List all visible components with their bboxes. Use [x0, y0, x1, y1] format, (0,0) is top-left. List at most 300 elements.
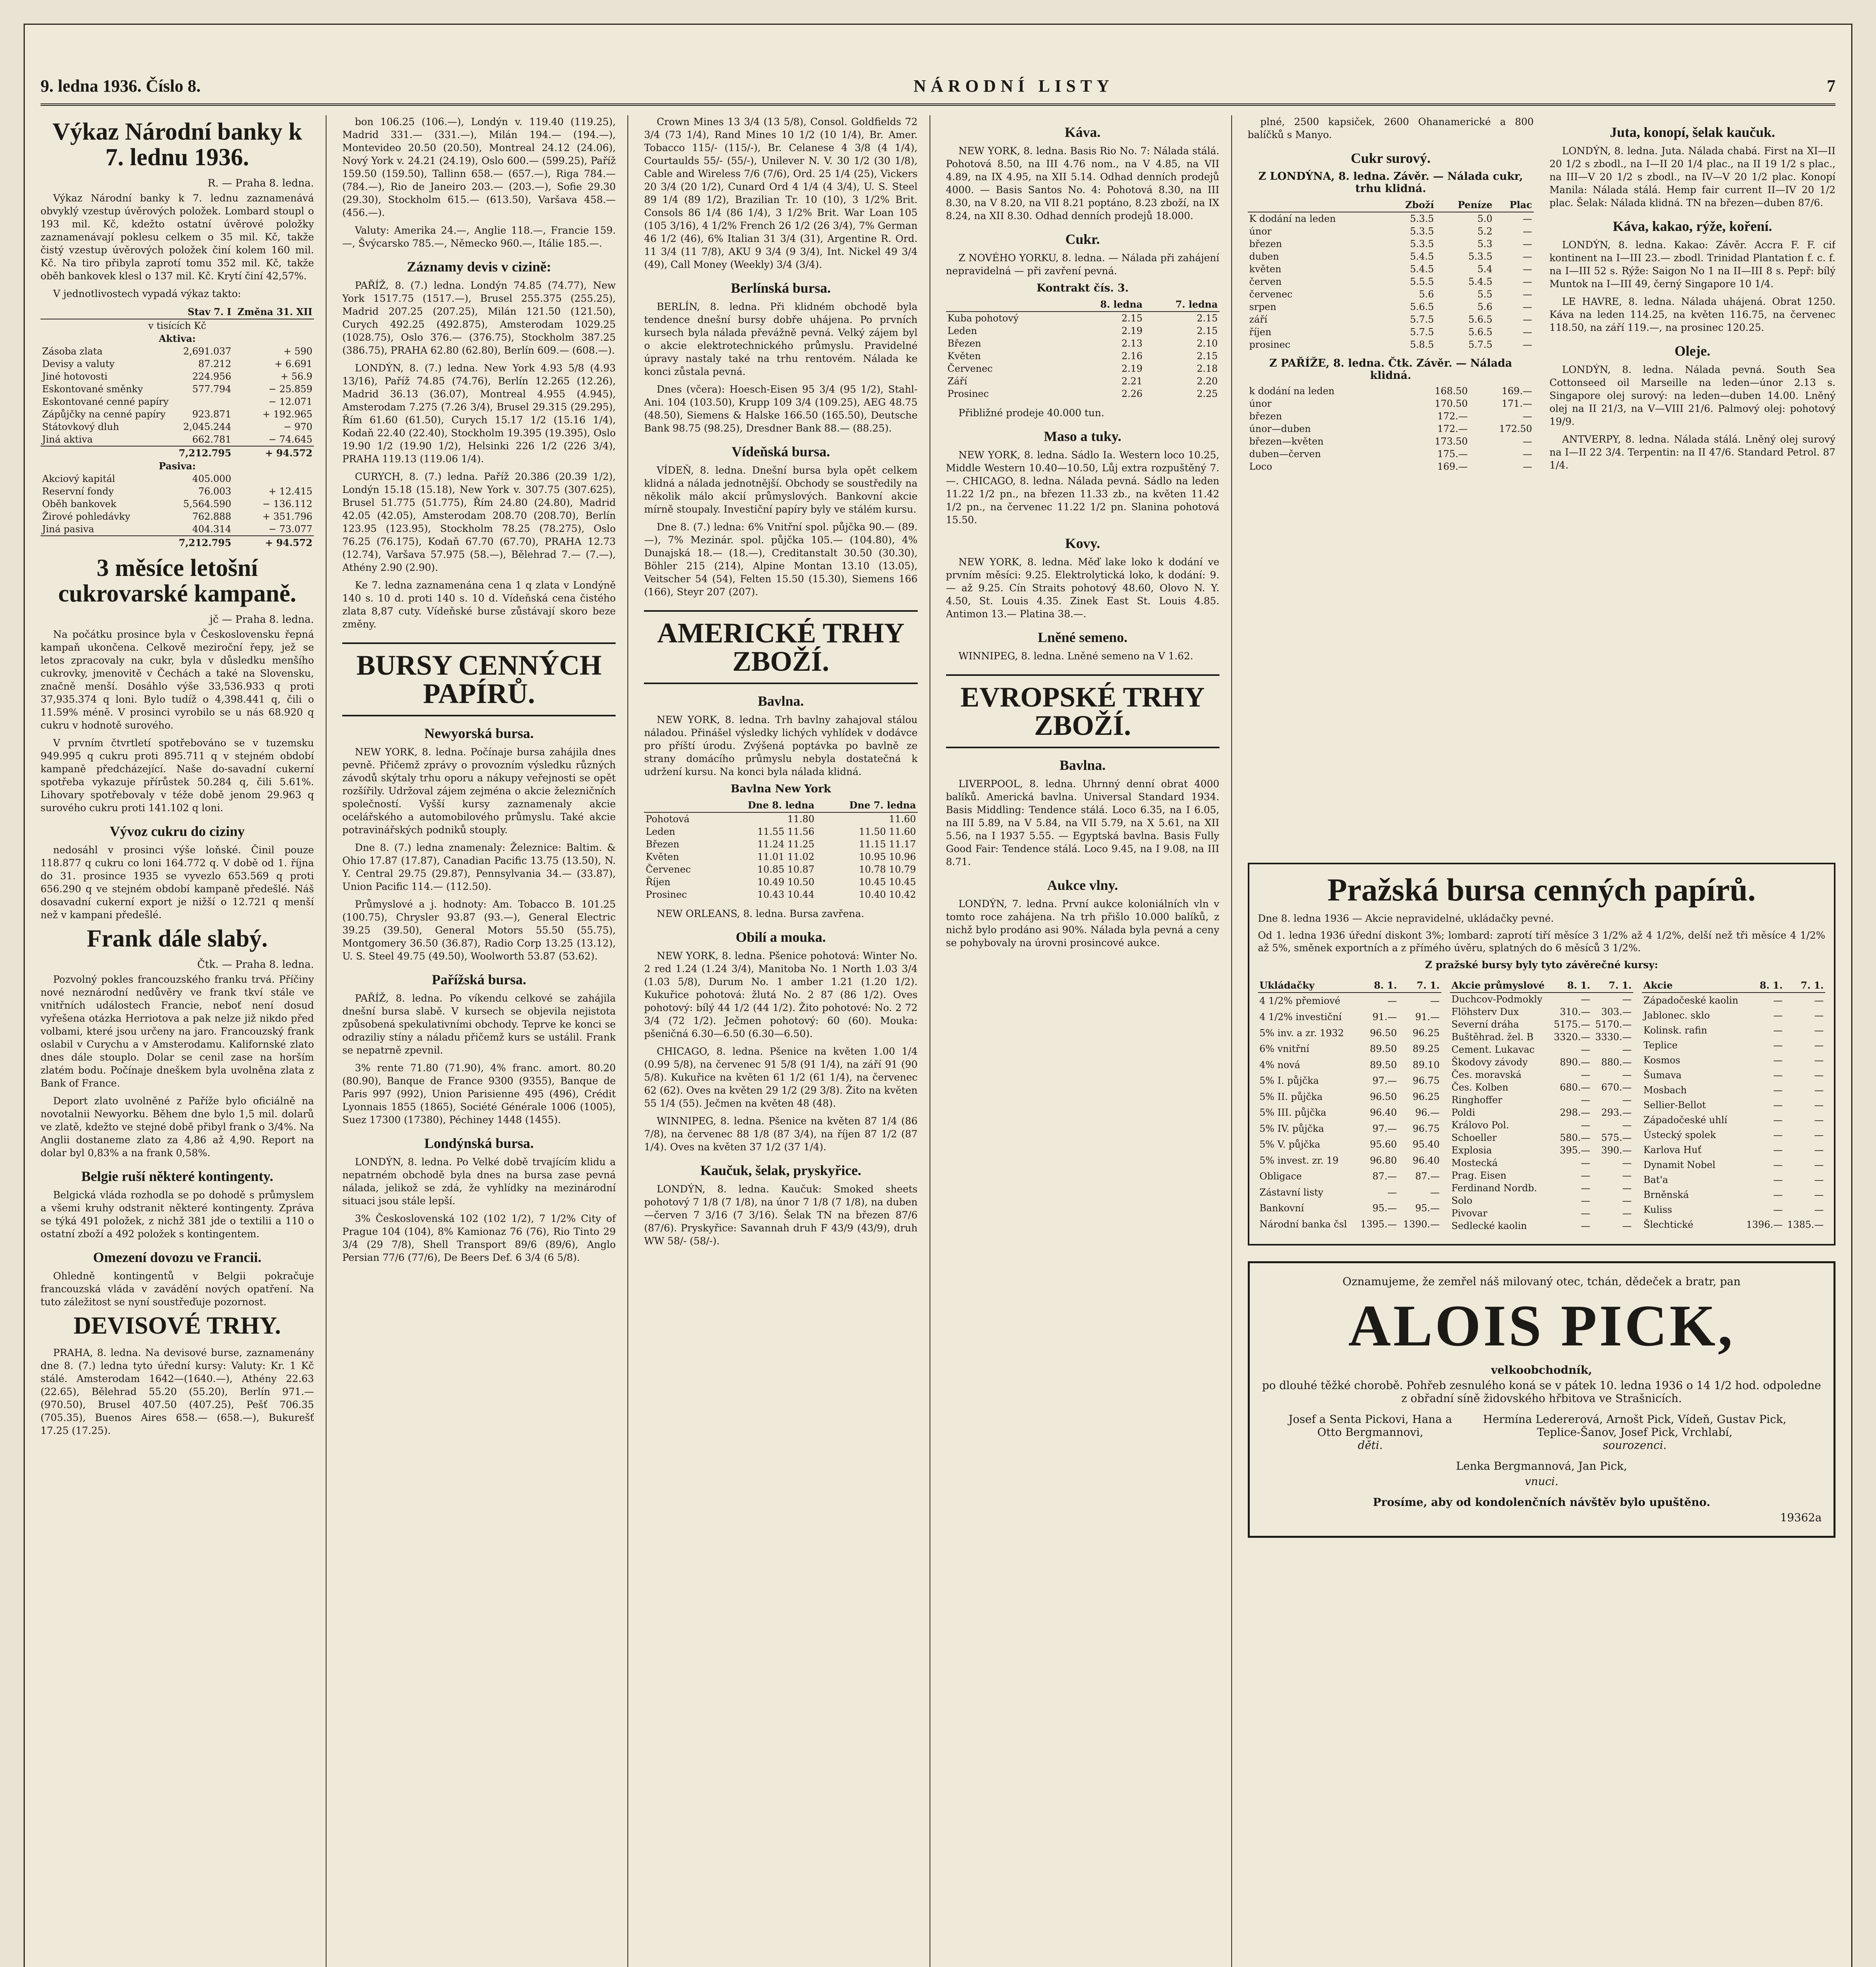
table-header	[644, 798, 714, 812]
subheading: Newyorská bursa.	[424, 725, 534, 741]
table-cell: Říjen	[646, 876, 671, 888]
table-cell: 2,045.244	[183, 421, 231, 433]
deceased-role: velkoobchodník,	[1491, 1364, 1592, 1377]
table-row	[1248, 423, 1534, 435]
article-paragraph: LONDÝN, 7. ledna. První aukce koloniálních vln v tomto roce zahájena. Na trh přišlo 10.000 balíků, z nichž bylo prodáno asi 90%. Nálada byla pevná a ceny se pohybovaly na úrovni prosincové aukce.	[946, 898, 1219, 948]
article-paragraph: Dne 8. (7.) ledna: 6% Vnitřní spol. půjčka 90.— (89.—), 7% Mezinár. spol. půjčka 105.— (104.80), 4% Dunajská 18.— (18.—), Creditanstalt 30.50 (30.30), Böhler 215 (214), Alpine Montan 13.10 (13.05), Veitscher 54 (54), Felten 15.50 (15.30), Siemens 166 (166), Steyr 207 (207).	[644, 521, 918, 598]
table-cell: Bat'a	[1643, 1174, 1668, 1185]
table-cell: —	[1773, 1070, 1783, 1081]
table-cell: k dodání na leden	[1249, 386, 1335, 397]
table-cell: 175.—	[1437, 448, 1468, 459]
table-row	[1642, 1217, 1825, 1232]
commodities-left	[1248, 115, 1534, 855]
table-row	[1642, 1038, 1825, 1053]
headline-bank-report: Výkaz Národní banky k 7. lednu 1936.	[52, 118, 302, 171]
table-cell: Ústecký spolek	[1643, 1129, 1716, 1141]
table-cell: —	[1522, 251, 1532, 262]
bourse-table-shares	[1642, 978, 1825, 1232]
article-paragraph: NEW YORK, 8. ledna. Basis Rio No. 7: Nálada stálá. Pohotová 8.50, na III 4.76 nom., na V 4.85, na VII 4.89, na IX 4.95, na XII 5.14. Odhad denních prodejů 4000. — Basis Santos No. 4: Pohotová 8.30, na III 8.30, na V 8.20, na VII 8.21 poptáno, 8.23 zboží, na IX 8.24, na XII 8.30. Odhad denních prodejů 18.000.	[946, 145, 1219, 221]
table-cell	[175, 395, 233, 408]
table-cell: 10.95 10.96	[859, 851, 916, 862]
table-row	[41, 510, 314, 523]
table-cell: —	[1814, 1100, 1824, 1111]
table-cell: Červenec	[947, 363, 993, 374]
ad-code: 19362a	[1780, 1511, 1822, 1524]
article-paragraph: NEW YORK, 8. ledna. Trh bavlny zahajoval stálou náladou. Přinášel výsledky lichých vyhlídek v dodávce pro příští úrodu. Zvýšená poptávka po bavlně ze strany domácího průmyslu nebyla dostatečná k udržení kursu. Na konci byla nálada klidná.	[644, 714, 918, 777]
bourse-table-bonds	[1258, 978, 1441, 1232]
table-cell: + 351.796	[262, 511, 313, 522]
table-cell: Pivovar	[1451, 1208, 1487, 1219]
table-row	[1258, 1025, 1441, 1041]
table-cell	[233, 472, 314, 485]
notice-closing: Prosíme, aby od kondolenčních návštěv bylo upuštěno.	[1373, 1496, 1710, 1509]
table-cell: 89.50	[1370, 1059, 1397, 1070]
table-cell: Zástavní listy	[1259, 1186, 1324, 1198]
table-cell: —	[1581, 1094, 1590, 1105]
article-paragraph: Deport zlato uvolněné z Paříže bylo oficiálně na novotalnii Newyorku. Během dne bylo 1,5 mil. dolarů ve zlatě, kdežto ve stejné době přibyl frank o 3/4%. Na Anglii dostaneme zlato za 4,86 až 4,90. Report na dolar byl 0,83% a na frank 0,58%.	[41, 1095, 314, 1159]
article-paragraph: LONDÝN, 8. ledna. Nálada pevná. South Sea Cottonseed oil Marseille na leden—únor 2.13 s. Singapore olej surový: na leden—duben 14.00. Lněný olej na II 21/3, na V—VIII 21/6. Palmový olej: pohotový 19/9.	[1549, 364, 1835, 427]
death-notice-pick	[1248, 1261, 1835, 1538]
table-cell: 5.4.5	[1410, 264, 1434, 275]
table-cell: 680.—	[1560, 1082, 1590, 1093]
table-cell: 170.50	[1435, 398, 1468, 409]
table-cell: 5.0	[1477, 213, 1492, 224]
table-cell: —	[1814, 1040, 1824, 1051]
table-cell: Kuliss	[1643, 1204, 1672, 1215]
table-cell: —	[1622, 1120, 1632, 1131]
table-row	[1248, 250, 1534, 263]
table-cell: —	[1522, 213, 1532, 224]
table-cell: —	[1622, 1069, 1632, 1080]
table-cell: Obligace	[1259, 1171, 1302, 1182]
table-row	[1642, 1127, 1825, 1142]
table-cell: 172.—	[1437, 423, 1468, 434]
table-cell: 2.20	[1197, 376, 1218, 387]
table-cell: 5.4.5	[1468, 276, 1492, 287]
table-cell: 11.24 11.25	[757, 839, 815, 850]
table-cell: —	[1581, 1183, 1590, 1194]
table-header: 7. 1.	[1592, 978, 1633, 993]
issue-date: 9. ledna 1936. Číslo 8.	[41, 76, 201, 96]
table-cell: Kuba pohotový	[947, 313, 1019, 324]
masthead	[41, 68, 1835, 106]
table-row	[1450, 1194, 1633, 1207]
table-cell: Severní dráha	[1451, 1019, 1519, 1030]
table-cell: —	[1622, 1208, 1632, 1219]
article-paragraph: WINNIPEG, 8. ledna. Pšenice na květen 87 1/4 (86 7/8), na červenec 88 1/8 (87 3/4), na říjen 87 1/2 (87 1/4). Oves na květen 37 1/2 (37 1/4).	[644, 1115, 918, 1153]
table-cell: —	[1773, 1055, 1783, 1066]
table-row	[1450, 1157, 1633, 1169]
table-row	[1258, 1168, 1441, 1185]
table-cell: —	[1522, 411, 1532, 422]
table-header: 8. 1.	[1356, 978, 1398, 993]
table-cell: září	[1249, 314, 1267, 325]
table-cell: —	[1522, 276, 1532, 287]
article-paragraph: Průmyslové a j. hodnoty: Am. Tobacco B. 101.25 (100.75), Chrysler 93.87 (93.—), General Electric 39.25 (39.50), General Motors 55.50 (55.75), Montgomery 36.50 (36.87), Radio Corp 13.25 (13.12), U. S. Steel 49.75 (49.50), Woolworth 53.87 (53.62).	[342, 899, 616, 962]
table-row	[644, 888, 917, 901]
table-cell: 173.50	[1435, 436, 1468, 447]
table-cell: Dynamit Nobel	[1643, 1159, 1716, 1170]
table-row	[1642, 1053, 1825, 1068]
subheading: Belgie ruší některé kontingenty.	[81, 1168, 273, 1185]
table-row	[1450, 1144, 1633, 1157]
table-cell: 670.—	[1601, 1082, 1632, 1093]
table-cell: Leden	[947, 325, 977, 336]
table-cell: Pohotová	[646, 814, 690, 825]
table-cell: Západočeské uhlí	[1643, 1115, 1727, 1126]
article-paragraph: ANTVERPY, 8. ledna. Nálada stálá. Lněný olej surový na I—II 22 3/4. Terpentin: na II 47/6. Standard Petrol. 87 1/4.	[1549, 434, 1835, 471]
table-row	[1642, 1113, 1825, 1127]
table-header: 7. 1.	[1784, 978, 1825, 993]
table-cell: —	[1522, 289, 1532, 300]
table-cell: 2.15	[1197, 325, 1218, 336]
table-cell: 10.49 10.50	[757, 876, 815, 888]
table-header: Akcie	[1642, 978, 1743, 993]
table-cell: Jiná aktiva	[42, 434, 93, 445]
bourse-title: Pražská bursa cenných papírů.	[1327, 872, 1756, 908]
subheading: Vývoz cukru do ciziny	[110, 823, 245, 840]
table-cell: Karlova Huť	[1643, 1144, 1702, 1156]
table-cell: + 6.691	[274, 358, 313, 370]
table-cell: Škodovy závody	[1451, 1057, 1528, 1068]
table-cell: 96.25	[1413, 1027, 1440, 1039]
table-cell: —	[1814, 1144, 1824, 1156]
table-row	[1248, 263, 1534, 275]
table-header: 7. 1.	[1398, 978, 1441, 993]
table-row	[1450, 1106, 1633, 1119]
table-row	[1248, 288, 1534, 301]
byline: R. — Praha 8. ledna.	[207, 177, 314, 190]
table-cell: —	[1430, 1186, 1440, 1198]
table-row	[1450, 1119, 1633, 1131]
article-paragraph: LONDÝN, 8. ledna. Po Velké době trvajícím klidu a nepatrném obchodě byla dnes na bursa zase pevná nálada, jelikož se zdá, že vyhlídky na mezinárodní situaci jsou stále lepší.	[342, 1156, 616, 1207]
table-row	[1248, 338, 1534, 351]
table-cell: 5% V. půjčka	[1259, 1139, 1321, 1150]
table-cell: Oběh bankovek	[42, 498, 116, 510]
table-cell: Čes. moravská	[1451, 1069, 1522, 1080]
table-cell: 5% III. půjčka	[1259, 1107, 1326, 1118]
table-header: 7. ledna	[1144, 297, 1219, 312]
table-header: Dne 8. ledna	[714, 798, 816, 812]
article-paragraph: PAŘÍŽ, 8. ledna. Po víkendu celkové se zahájila dnešní bursa slabě. V kursech se objevila nejistota způsobená spekulativními obchody. Teprve ke konci se odraziliy stíny a náladu přičemž kurs se ustálil. Frank se nepatrně zpevnil.	[342, 993, 616, 1056]
table-cell: 89.25	[1413, 1043, 1440, 1055]
mourner-role: děti.	[1358, 1439, 1383, 1452]
column-5-6	[1248, 115, 1835, 1967]
table-row	[1258, 1152, 1441, 1168]
table-cell: 97.—	[1372, 1123, 1397, 1134]
headline-currency-markets: DEVISOVÉ TRHY.	[73, 1312, 281, 1340]
table-row	[1642, 993, 1825, 1008]
article-paragraph: 3% rente 71.80 (71.90), 4% franc. amort. 80.20 (80.90), Banque de France 9300 (9355), Banque de Paris 997 (992), Union Parisienne 495 (496), Crédit Lyonnais 1855 (1865), Société Générale 1006 (1005), Suez 17300 (17380), Péchiney 1448 (1455).	[342, 1062, 616, 1126]
table-cell: 224.956	[192, 371, 231, 382]
table-cell: 171.—	[1502, 398, 1532, 409]
table-cell	[41, 446, 175, 459]
table-cell: 662.781	[192, 434, 231, 445]
paris-sugar-rows	[1248, 385, 1534, 473]
table-cell: + 590	[283, 346, 313, 357]
table-cell: 5.2	[1477, 226, 1492, 237]
table-cell: 96.40	[1413, 1155, 1440, 1166]
deceased-name: ALOIS PICK,	[1348, 1293, 1735, 1358]
table-cell: 5.6.5	[1410, 301, 1434, 312]
table-cell: − 970	[283, 421, 313, 433]
table-row	[1450, 1182, 1633, 1194]
table-cell: 87.—	[1372, 1171, 1397, 1182]
table-cell: 5.3.5	[1410, 238, 1434, 249]
byline: Čtk. — Praha 8. ledna.	[197, 959, 314, 971]
table-cell: 5% II. půjčka	[1259, 1091, 1323, 1102]
page-number: 7	[1827, 76, 1835, 96]
table-row	[1450, 1094, 1633, 1106]
table-header: Stav 7. I	[175, 305, 233, 319]
table-cell: 5.3.5	[1468, 251, 1492, 262]
table-cell: 298.—	[1560, 1107, 1590, 1118]
table-cell: —	[1581, 1195, 1590, 1206]
section-banner: BURSY CENNÝCH PAPÍRŮ.	[342, 642, 616, 716]
table-cell: Mosbach	[1643, 1085, 1687, 1096]
table-cell: Prag. Eisen	[1451, 1170, 1507, 1181]
table-cell: —	[1581, 1069, 1590, 1080]
mourners	[1277, 1413, 1806, 1452]
table-header: Změna 31. XII	[233, 305, 314, 319]
table-cell: Ferdinand Nordb.	[1451, 1183, 1537, 1194]
article-paragraph: Crown Mines 13 3/4 (13 5/8), Consol. Goldfields 72 3/4 (73 1/4), Rand Mines 10 1/2 (10 1/4), Br. Amer. Tobacco 115/- (115/-), Br. Celanese 4 3/8 (4 1/4), Courtaulds 55/- (55/-), Unilever N. V. 30 1/2 (30 1/8), Cable and Wireless 7/6 (7/6), Ord. 25 1/4 (25), Vickers 20 3/4 (20 1/2), Cunard Ord 4 1/4 (4 3/4), U. S. Steel 89 1/4 (89 1/2), Brazilian Tr. 10 (10), 3 1/2% Brit. Consols 86 1/4 (86 1/4), 3 1/2% Brit. War Loan 105 (105 3/16), 4 1/2% French 26 1/2 (26 3/4), 7% German 46 1/2 (46), 6% Italian 31 3/4 (31), Argentine R. Ord. 11 3/4 (11 7/8), AKU 9 3/4 (9 3/4), Int. Nickel 49 3/4 (49), Call Money (Weekly) 3/4 (3/4).	[644, 116, 918, 270]
table-cell: 404.314	[192, 524, 231, 535]
column-4	[946, 115, 1232, 1967]
table-row	[946, 375, 1219, 387]
table-cell: —	[1773, 1159, 1783, 1170]
table-cell: 5,564.590	[183, 498, 231, 510]
table-cell: únor	[1249, 226, 1272, 237]
subheading: Záznamy devis v cizině:	[407, 259, 552, 275]
table-cell: Červenec	[646, 864, 691, 875]
article-paragraph: NEW ORLEANS, 8. ledna. Bursa zavřena.	[657, 908, 864, 919]
table-row	[1248, 410, 1534, 423]
table-cell: Prosinec	[947, 388, 989, 399]
table-row	[1248, 435, 1534, 448]
table-cell: —	[1622, 1157, 1632, 1168]
table-cell: 11.01 11.02	[757, 851, 815, 862]
table-row	[644, 812, 917, 825]
table-cell: 1385.—	[1787, 1219, 1824, 1230]
table-row	[1642, 1142, 1825, 1157]
table-row	[1248, 301, 1534, 313]
table-row	[946, 312, 1219, 325]
article-paragraph: bon 106.25 (106.—), Londýn v. 119.40 (119.25), Madrid 331.— (331.—), Milán 194.— (194.—), Montevideo 20.50 (20.50), Montreal 24.12 (24.06), Nový York v. 24.21 (24.19), Oslo 600.— (599.25), Paříž 159.50 (159.50), Tallinn 658.— (657.—), Riga 784.— (784.—), Rio de Janeiro 203.— (203.—), Sofie 29.30 (29.30), Stockholm 615.— (613.50), Varšava 458.— (456.—).	[342, 116, 616, 218]
table-cell: —	[1581, 1208, 1590, 1219]
article-paragraph: Dne 8. (7.) ledna znamenaly: Železnice: Baltim. & Ohio 17.87 (17.87), Canadian Pacific 13.75 (13.50), N. Y. Central 29.75 (29.87), Pennsylvania 34.— (33.87), Union Pacific 114.— (112.50).	[342, 842, 616, 892]
article-paragraph: V prvním čtvrtletí spotřebováno se v tuzemsku 949.995 q cukru proti 895.711 q v stejném období kampaně předcházející. Naše do-savadní cukerní spotřeba vykazuje přírůstek 50.284 q, čili 5.61%. Lihovary spotřebovaly v téže době jenom 29.963 q surového cukru proti 141.102 q loni.	[41, 737, 314, 814]
subheading: Káva, kakao, rýže, koření.	[1612, 218, 1772, 234]
table-row	[1248, 397, 1534, 410]
table-cell: − 12.071	[268, 396, 313, 408]
london-sugar-rows	[1248, 212, 1534, 351]
table-cell: 3320.—	[1553, 1031, 1590, 1043]
table-row	[1450, 1220, 1633, 1232]
table-cell: 293.—	[1601, 1107, 1632, 1118]
table-cell: 890.—	[1560, 1057, 1590, 1068]
table-cell: —	[1773, 1040, 1783, 1051]
table-cell: 10.45 10.45	[859, 876, 916, 888]
table-cell: 172.50	[1499, 423, 1532, 434]
table-cell: 5.3.5	[1410, 226, 1434, 237]
bourse-rows	[1450, 993, 1633, 1232]
table-cell: 2.16	[1122, 351, 1143, 362]
table-row	[1450, 1018, 1633, 1031]
article-paragraph: nedosáhl v prosinci výše loňské. Činil pouze 118.877 q cukru co loni 164.772 q. V době od 1. října do 31. prosince 1935 se vyvezlo 653.569 q proti 656.290 q ve stejném období kampaně předešlé. Náš dosavadní cukerní export je nižší o 12.721 q menší než v kampani předešlé.	[41, 844, 314, 921]
table-cell: —	[1773, 1115, 1783, 1126]
article-paragraph: Dnes (včera): Hoesch-Eisen 95 3/4 (95 1/2), Stahl-Ani. 104 (103.50), Krupp 109 3/4 (109.25), AEG 48.75 (48.50), Siemens & Halske 166.50 (165.50), Deutsche Bank 98.75 (98.25), Dresdner Bank 88.— (88.25).	[644, 384, 918, 434]
table-cell: únor	[1249, 398, 1272, 409]
article-paragraph: NEW YORK, 8. ledna. Počínaje bursa zahájila dnes pevně. Přičemž zprávy o provozním výsledku různých závodů skýtaly trhu oporu a nákupy veřejnosti se opět rozšířily. Udržoval zájem zejména o akcie železničních společností. Vyšší kursy zaznamenaly akcie ocelářského a automobilového průmyslu. Také akcie potravinářských podniků stouply.	[342, 746, 616, 836]
table-cell: —	[1622, 1183, 1632, 1194]
table-cell: —	[1814, 1189, 1824, 1200]
table-cell: Eskontované cenné papíry	[42, 396, 169, 408]
article-paragraph: PAŘÍŽ, 8. (7.) ledna. Londýn 74.85 (74.77), New York 1517.75 (1517.—), Brusel 255.375 (255.25), Madrid 207.25 (207.25), Milán 121.50 (121.50), Curych 492.25 (492.875), Amsterodam 1029.25 (1028.75), Oslo 376.— (376.75), Stockholm 387.25 (386.75), PRAHA 62.80 (62.80), Berlín 609.— (608.—).	[342, 280, 616, 356]
table-cell: 2.19	[1122, 325, 1143, 336]
table-cell: 5.4.5	[1410, 251, 1434, 262]
subheading: Juta, konopí, šelak kaučuk.	[1610, 124, 1775, 140]
table-row	[41, 370, 314, 383]
table-cell: Devisy a valuty	[42, 358, 115, 370]
table-row	[1248, 238, 1534, 250]
table-cell: Čes. Kolben	[1451, 1082, 1509, 1093]
table-row	[1642, 1098, 1825, 1113]
table-cell: 5.5.5	[1410, 276, 1434, 287]
bourse-rows	[1258, 993, 1441, 1232]
table-section-row	[41, 459, 314, 472]
table-cell: 5175.—	[1553, 1019, 1590, 1030]
columns	[41, 115, 1835, 1967]
table-cell: —	[1387, 1186, 1397, 1198]
table-cell: 395.—	[1560, 1145, 1590, 1156]
table-cell: Leden	[646, 826, 675, 837]
table-cell: 5.7.5	[1410, 327, 1434, 338]
cotton-table	[644, 798, 917, 901]
subheading: Maso a tuky.	[1044, 428, 1122, 444]
table-cell: Jablonec. sklo	[1643, 1010, 1710, 1021]
table-row	[1258, 1057, 1441, 1073]
table-cell: —	[1814, 1055, 1824, 1066]
table-cell: —	[1773, 1010, 1783, 1021]
table-cell: 5.5	[1477, 289, 1492, 300]
table-cell: 5.8.5	[1410, 339, 1434, 350]
table-cell: 96.80	[1370, 1155, 1397, 1166]
table-cell: —	[1814, 1085, 1824, 1096]
table-cell: Zápůjčky na cenné papíry	[42, 409, 166, 420]
table-row	[41, 472, 314, 485]
table-cell: —	[1622, 1044, 1632, 1055]
table-row	[1248, 326, 1534, 338]
table-cell: květen	[1249, 264, 1282, 275]
table-cell: 95.—	[1415, 1203, 1440, 1214]
table-cell: 762.888	[192, 511, 231, 522]
table-cell: 89.10	[1413, 1059, 1440, 1070]
article-paragraph: LONDÝN, 8. ledna. Juta. Nálada chabá. First na XI—II 20 1/2 s zbodl., na I—II 20 1/4 plac., na II 19 1/2 s plac., na III—V 20 1/2 s zbodl., na IV—V 20 1/2 plac. Konopí Manila: Nálada stálá. Hemp fair current II—IV 20 1/2 plac. Šelak: Nálada klidná. TN na březen—duben 87/6.	[1549, 145, 1835, 209]
table-cell: − 25.859	[268, 384, 313, 395]
table-cell: 96.—	[1415, 1107, 1440, 1118]
table-cell: 10.78 10.79	[859, 864, 916, 875]
article-paragraph: Na počátku prosince byla v Československu řepná kampaň ukončena. Celkově meziroční řepy, jež se letos zpracovaly na cukr, byla v důsledku menšího cukrovky, jmenovitě v Čechách a také na Slovensku, značně menší. Dosáhlo výše 33,536.933 q proti 37,935.374 q loni. Bylo tudíž o 4,398.441 q, čili o 11.59% méně. V prosinci vyrobilo se u nás 68.920 q cukru v hodnotě surového.	[41, 629, 314, 731]
table-cell: —	[1773, 1025, 1783, 1036]
table-row	[1258, 1073, 1441, 1089]
article-paragraph: LIVERPOOL, 8. ledna. Uhrnný denní obrat 4000 balíků. Americká bavlna. Universal Standard 1934. Basis Middling: Tendence stálá. Loco 6.35, na I 6.05, na III 5.89, na V 5.84, na VII 5.79, na X 5.61, na XII 5.56, na I 1937 5.55. — Egyptská bavlna. Basis Fully Good Fair: Tendence stálá. Loco 9.45, na I 9.08, na III 8.71.	[946, 778, 1219, 867]
table-cell: 1396.—	[1746, 1219, 1783, 1230]
table-row	[41, 498, 314, 510]
table-cell: 2.15	[1197, 351, 1218, 362]
table-cell: 95.40	[1413, 1139, 1440, 1150]
table-row	[1258, 1120, 1441, 1137]
table-cell: Květen	[646, 851, 679, 862]
paris-sugar-table	[1248, 385, 1534, 473]
article-paragraph: Ohledně kontingentů v Belgii pokračuje francouzská vláda v zavádění nových opatření. Na tuto záležitost se nyní soustřeďuje pozornost.	[41, 1270, 314, 1308]
table-row	[946, 362, 1219, 375]
table-section: Pasiva:	[159, 460, 196, 472]
table-cell: Reservní fondy	[42, 486, 114, 497]
table-cell: 95.—	[1372, 1203, 1397, 1214]
prague-bourse-box	[1248, 863, 1835, 1246]
table-cell: —	[1773, 1100, 1783, 1111]
table-cell: —	[1814, 1174, 1824, 1185]
subheading: Omezení dovozu ve Francii.	[93, 1249, 262, 1266]
table-cell: 11.15 11.17	[859, 839, 916, 850]
table-cell: 1395.—	[1360, 1218, 1397, 1230]
table-row	[1450, 1068, 1633, 1081]
table-cell: 405.000	[192, 473, 231, 485]
mourner-names: Lenka Bergmannová, Jan Pick,	[1456, 1460, 1627, 1472]
table-row	[644, 876, 917, 888]
table-cell: Teplice	[1643, 1040, 1678, 1051]
table-row	[644, 838, 917, 851]
table-cell: —	[1622, 1220, 1632, 1231]
article-paragraph: LONDÝN, 8. (7.) ledna. New York 4.93 5/8 (4.93 13/16), Paříž 74.85 (74.76), Berlín 12.265 (12.26), Madrid 36.13 (36.07), Montreal 4.955 (4.945), Amsterodam 7.275 (7.26 3/4), Brusel 29.315 (29.295), Řím 61.60 (61.50), Curych 15.17 1/2 (15.16 1/4), Kodaň 22.40 (22.40), Stockholm 19.395 (19.395), Oslo 19.90 1/2 (19.90 1/2), Helsinki 226 1/2 (226 3/4), PRAHA 119.13 (119.06 1/4).	[342, 362, 616, 465]
table-cell: Státovkový dluh	[42, 421, 119, 433]
table-row	[1258, 1041, 1441, 1057]
table-row	[41, 433, 314, 446]
table-cell: + 192.965	[262, 409, 313, 420]
table-row	[1450, 1169, 1633, 1182]
table-cell: 923.871	[192, 409, 231, 420]
table-cell: —	[1773, 1085, 1783, 1096]
table-row	[1248, 448, 1534, 460]
table-cell: —	[1773, 1204, 1783, 1215]
table-caption: Z PAŘÍŽE, 8. ledna. Čtk. Závěr. — Nálada klidná.	[1269, 357, 1512, 382]
table-row	[1248, 313, 1534, 326]
table-cell: Květen	[947, 351, 981, 362]
table-cell: 168.50	[1435, 386, 1468, 397]
section-banner: EVROPSKÉ TRHY ZBOŽÍ.	[946, 674, 1219, 748]
table-row	[1450, 1131, 1633, 1144]
table-cell: —	[1522, 226, 1532, 237]
table-cell: —	[1522, 238, 1532, 249]
bourse-text: Z pražské bursy byly tyto závěrečné kursy:	[1425, 959, 1658, 971]
table-row	[41, 485, 314, 498]
table-cell: —	[1581, 1157, 1590, 1168]
table-cell: 91.—	[1415, 1011, 1440, 1023]
byline: jč — Praha 8. ledna.	[210, 614, 314, 626]
table-cell: 5.4	[1477, 264, 1492, 275]
subheading: Cukr surový.	[1350, 150, 1431, 166]
table-cell: červenec	[1249, 289, 1293, 300]
article-paragraph: Belgická vláda rozhodla se po dohodě s průmyslem a všemi kruhy odstranit některé kontingenty. Zpráva se týká 491 položek, z nichž 381 jde o textilii a 110 o ostatní zboží a 492 položek s kontingentem.	[41, 1189, 314, 1240]
table-caption: Z LONDÝNA, 8. ledna. Závěr. — Nálada cukr, trhu klidná.	[1258, 170, 1523, 195]
table-cell: Zásoba zlata	[42, 346, 103, 357]
table-cell: 5.6.5	[1468, 327, 1492, 338]
table-row	[1248, 460, 1534, 473]
mourner-group	[1262, 1460, 1822, 1488]
table-cell: Sellier-Bellot	[1643, 1100, 1706, 1111]
table-header: Zboží	[1386, 198, 1435, 212]
